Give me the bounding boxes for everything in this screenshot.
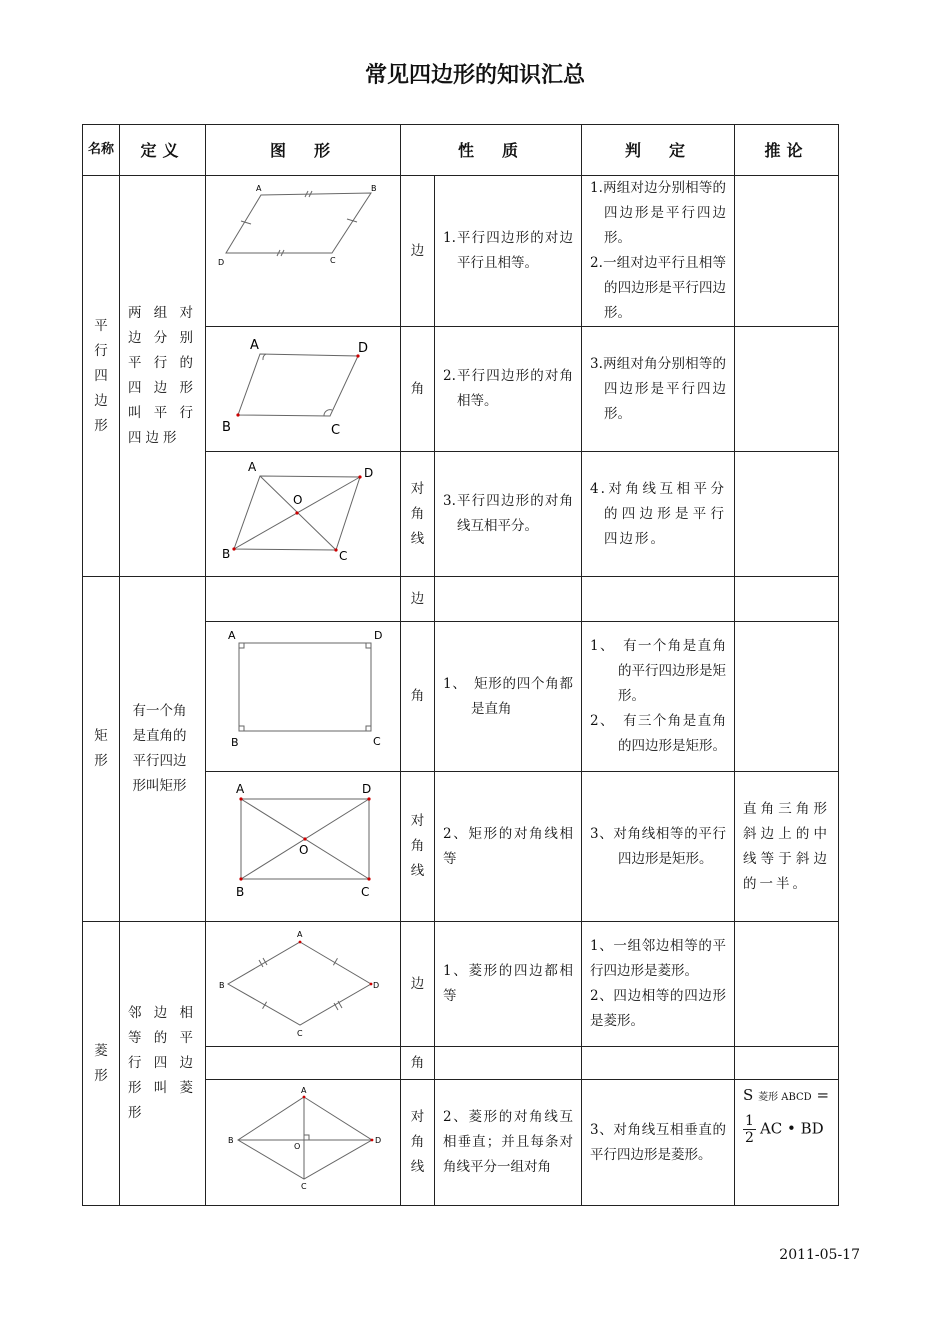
aspect-sides: 边 (401, 577, 435, 622)
svg-text:C: C (361, 884, 370, 899)
header-figure: 图 形 (206, 125, 401, 176)
property-text (435, 1047, 582, 1080)
rectangle-figure-angles (206, 622, 401, 772)
svg-text:D: D (373, 980, 380, 990)
rhombus-name: 菱形 (83, 922, 120, 1206)
aspect-angles: 角 (401, 327, 435, 452)
svg-text:A: A (248, 459, 257, 474)
property-text: 2.平行四边形的对角相等。 (435, 327, 582, 452)
rectangle-diagram (208, 627, 398, 767)
svg-text:C: C (339, 548, 348, 563)
svg-text:B: B (236, 884, 245, 899)
svg-text:B: B (228, 1136, 234, 1145)
property-text: 2、菱形的对角线互相垂直；并且每条对角线平分一组对角 (435, 1080, 582, 1206)
property-text (435, 577, 582, 622)
criteria-text: 3.两组对角分别相等的四边形是平行四边形。 (582, 327, 735, 452)
svg-text:B: B (222, 419, 231, 435)
svg-text:B: B (219, 980, 225, 990)
svg-text:O: O (299, 842, 309, 857)
corollary-cell (735, 327, 839, 452)
aspect-diagonals: 对角线 (401, 452, 435, 577)
header-definition: 定义 (120, 125, 206, 176)
parallelogram-figure-angles (206, 327, 401, 452)
svg-text:D: D (218, 258, 225, 267)
property-text: 3.平行四边形的对角线互相平分。 (435, 452, 582, 577)
header-corollary: 推论 (735, 125, 839, 176)
criteria-text: 4.对角线互相平分的四边形是平行四边形。 (582, 452, 735, 577)
header-criterion: 判 定 (582, 125, 735, 176)
corollary-cell: 直角三角形斜边上的中线等于斜边的一半。 (735, 772, 839, 922)
criteria-text (582, 577, 735, 622)
parallelogram-definition: 两组对边分别平行的四边形叫平行四边形 (120, 176, 206, 577)
svg-text:D: D (364, 465, 374, 480)
aspect-angles: 角 (401, 1047, 435, 1080)
rectangle-figure-empty (206, 577, 401, 622)
rhombus-row-sides (83, 922, 839, 1047)
svg-text:A: A (256, 184, 262, 193)
rhombus-figure-empty (206, 1047, 401, 1080)
svg-text:D: D (375, 1136, 382, 1145)
svg-text:O: O (293, 492, 303, 507)
svg-text:C: C (301, 1182, 307, 1191)
rectangle-definition: 有一个角是直角的平行四边形叫矩形 (120, 577, 206, 922)
header-name: 名称 (83, 125, 120, 176)
aspect-diagonals: 对角线 (401, 772, 435, 922)
parallelogram-diagram (208, 332, 398, 447)
svg-text:A: A (297, 929, 303, 939)
svg-text:A: A (250, 337, 259, 353)
svg-text:B: B (371, 184, 377, 193)
svg-text:A: A (228, 628, 236, 642)
svg-text:C: C (373, 734, 381, 748)
rhombus-figure-sides (206, 922, 401, 1047)
property-text: 1、菱形的四边都相等 (435, 922, 582, 1047)
area-formula: S 菱形 ABCD = $\frac{1}{2}$ AC • BD (735, 1080, 839, 1206)
property-text: 1.平行四边形的对边平行且相等。 (435, 176, 582, 327)
svg-text:D: D (358, 340, 369, 356)
corollary-cell (735, 452, 839, 577)
aspect-angles: 角 (401, 622, 435, 772)
header-row (83, 125, 839, 176)
aspect-sides: 边 (401, 176, 435, 327)
corollary-cell (735, 176, 839, 327)
rectangle-row-sides (83, 577, 839, 622)
parallelogram-figure-diagonals (206, 452, 401, 577)
corollary-cell (735, 622, 839, 772)
svg-text:O: O (294, 1142, 301, 1151)
criteria-text: 3、对角线互相垂直的平行四边形是菱形。 (582, 1080, 735, 1206)
document-date: 2011-05-17 (779, 1247, 860, 1263)
rectangle-diagram (208, 777, 398, 917)
criteria-text: 1、一组邻边相等的平行四边形是菱形。 2、四边相等的四边形是菱形。 (582, 922, 735, 1047)
parallelogram-name: 平行四边形 (83, 176, 120, 577)
property-text: 1、 矩形的四个角都是直角 (435, 622, 582, 772)
header-property: 性 质 (401, 125, 582, 176)
svg-text:A: A (236, 781, 245, 796)
parallelogram-figure-sides (206, 176, 401, 327)
svg-text:D: D (362, 781, 372, 796)
criteria-text: 1.两组对边分别相等的四边形是平行四边形。 2.一组对边平行且相等的四边形是平行四边形。 (582, 176, 735, 327)
svg-text:C: C (297, 1028, 303, 1038)
svg-text:C: C (330, 256, 336, 265)
corollary-cell (735, 1047, 839, 1080)
criteria-text: 3、对角线相等的平行四边形是矩形。 (582, 772, 735, 922)
corollary-cell (735, 922, 839, 1047)
rhombus-diagram (208, 1085, 398, 1200)
rhombus-definition: 邻边相等的平行四边形叫菱形 (120, 922, 206, 1206)
fraction-one-half: $\frac{1}{2}$ (745, 1113, 754, 1146)
criteria-text (582, 1047, 735, 1080)
aspect-diagonals: 对角线 (401, 1080, 435, 1206)
parallelogram-diagram (208, 457, 398, 572)
quadrilateral-summary-table (82, 124, 839, 1206)
rhombus-diagram (208, 927, 398, 1042)
rhombus-figure-diagonals (206, 1080, 401, 1206)
svg-text:B: B (231, 735, 239, 749)
parallelogram-diagram (208, 181, 398, 321)
rectangle-name: 矩形 (83, 577, 120, 922)
svg-text:D: D (374, 628, 383, 642)
svg-text:A: A (301, 1086, 307, 1095)
rectangle-figure-diagonals (206, 772, 401, 922)
criteria-text: 1、 有一个角是直角的平行四边形是矩形。 2、 有三个角是直角的四边形是矩形。 (582, 622, 735, 772)
svg-text:B: B (222, 546, 231, 561)
property-text: 2、矩形的对角线相等 (435, 772, 582, 922)
aspect-sides: 边 (401, 922, 435, 1047)
svg-text:C: C (331, 422, 341, 438)
corollary-cell (735, 577, 839, 622)
parallelogram-row-sides (83, 176, 839, 327)
page-title: 常见四边形的知识汇总 (364, 63, 585, 88)
